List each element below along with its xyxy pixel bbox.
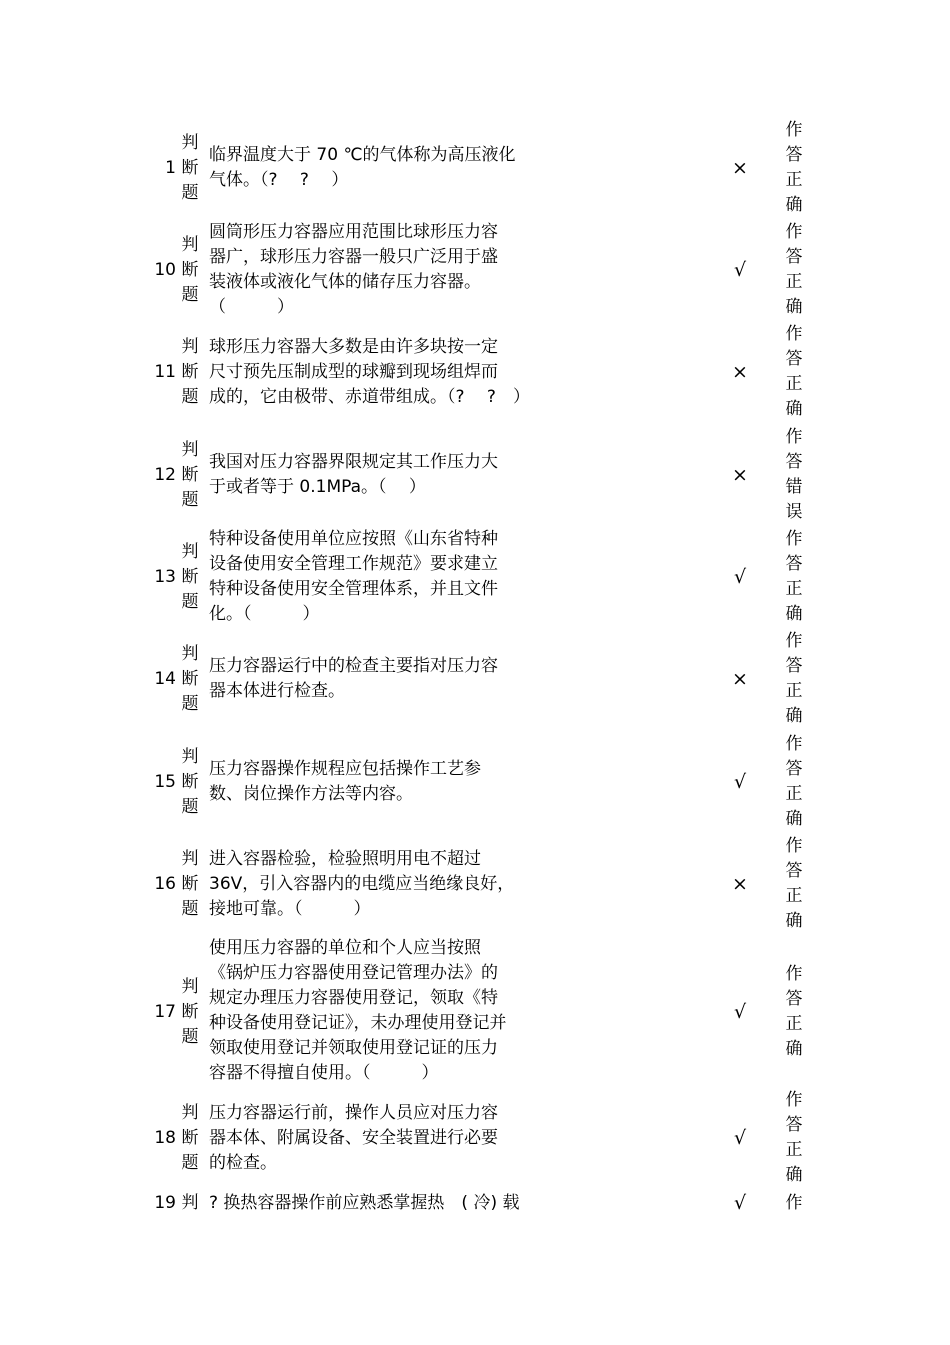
result-char: 误 <box>785 502 803 522</box>
question-line: 器本体进行检查。 <box>209 681 345 701</box>
question-type <box>180 233 200 308</box>
question-text <box>209 450 554 500</box>
question-type <box>180 745 200 820</box>
result-char: 正 <box>785 579 803 599</box>
question-line: 压力容器操作规程应包括操作工艺参 <box>209 759 481 779</box>
result-char: 答 <box>785 861 803 881</box>
type-char: 判 <box>181 235 199 255</box>
result-char: 答 <box>785 989 803 1009</box>
question-line: 的检查。 <box>209 1153 277 1173</box>
type-char: 题 <box>181 797 199 817</box>
result-char: 正 <box>785 170 803 190</box>
result-char: 答 <box>785 145 803 165</box>
question-number: 11 <box>154 362 176 382</box>
question-line: 使用压力容器的单位和个人应当按照 <box>209 938 481 958</box>
result-char: 正 <box>785 886 803 906</box>
question-text <box>209 1191 554 1216</box>
type-char: 断 <box>181 669 199 689</box>
result-char: 作 <box>785 964 803 984</box>
type-char: 判 <box>181 849 199 869</box>
question-line: 种设备使用登记证》，未办理使用登记并 <box>209 1013 507 1033</box>
table-row <box>0 118 950 218</box>
result-status <box>784 425 804 525</box>
result-status <box>784 322 804 422</box>
question-number: 10 <box>154 260 176 280</box>
type-char: 题 <box>181 899 199 919</box>
question-line: 我国对压力容器界限规定其工作压力大 <box>209 452 498 472</box>
question-line: 压力容器运行前，操作人员应对压力容 <box>209 1103 498 1123</box>
type-char: 题 <box>181 285 199 305</box>
type-char: 判 <box>181 747 199 767</box>
result-char: 正 <box>785 1140 803 1160</box>
question-line: 器广，球形压力容器一般只广泛用于盛 <box>209 247 498 267</box>
table-row <box>0 425 950 525</box>
result-char: 答 <box>785 656 803 676</box>
result-char: 作 <box>785 1090 803 1110</box>
result-char: 作 <box>785 120 803 140</box>
question-number: 13 <box>154 567 176 587</box>
question-line: 特种设备使用单位应按照《山东省特种 <box>209 529 498 549</box>
answer-mark: √ <box>733 259 747 281</box>
question-number: 15 <box>154 772 176 792</box>
question-line: 压力容器运行中的检查主要指对压力容 <box>209 656 498 676</box>
result-char: 正 <box>785 784 803 804</box>
question-line: 规定办理压力容器使用登记，领取《特 <box>209 988 498 1008</box>
type-char: 断 <box>181 362 199 382</box>
result-char: 确 <box>785 297 803 317</box>
type-char: 判 <box>181 337 199 357</box>
type-char: 题 <box>181 1153 199 1173</box>
answer-mark: × <box>732 668 748 690</box>
question-line: 临界温度大于 70 ℃的气体称为高压液化 <box>209 145 516 165</box>
question-line: 特种设备使用安全管理体系，并且文件 <box>209 579 498 599</box>
type-char: 判 <box>181 542 199 562</box>
table-row <box>0 834 950 934</box>
result-status <box>784 220 804 320</box>
result-char: 作 <box>785 734 803 754</box>
question-line: 圆筒形压力容器应用范围比球形压力容 <box>209 222 498 242</box>
result-char: 答 <box>785 247 803 267</box>
question-type <box>180 438 200 513</box>
question-text <box>209 143 554 193</box>
question-type: 判 <box>181 1193 199 1213</box>
result-status <box>784 118 804 218</box>
type-char: 题 <box>181 183 199 203</box>
result-char: 确 <box>785 399 803 419</box>
question-type <box>180 975 200 1050</box>
result-status <box>784 629 804 729</box>
result-char: 确 <box>785 1165 803 1185</box>
type-char: 判 <box>181 440 199 460</box>
question-line: 进入容器检验，检验照明用电不超过 <box>209 849 481 869</box>
result-status <box>784 1088 804 1188</box>
question-number: 16 <box>154 874 176 894</box>
result-char: 正 <box>785 374 803 394</box>
type-char: 断 <box>181 158 199 178</box>
question-line: 《锅炉压力容器使用登记管理办法》的 <box>209 963 498 983</box>
result-char: 作 <box>785 836 803 856</box>
answer-mark: × <box>732 464 748 486</box>
table-row <box>0 527 950 627</box>
answer-mark: √ <box>733 1192 747 1214</box>
result-char: 作 <box>785 324 803 344</box>
question-line: 装液体或液化气体的储存压力容器。 <box>209 272 481 292</box>
answer-mark: × <box>732 361 748 383</box>
question-number: 14 <box>154 669 176 689</box>
table-row <box>0 1191 950 1217</box>
question-number: 12 <box>154 465 176 485</box>
result-char: 正 <box>785 272 803 292</box>
table-row <box>0 936 950 1088</box>
result-status <box>784 527 804 627</box>
question-line: 数、岗位操作方法等内容。 <box>209 784 413 804</box>
answer-mark: √ <box>733 1001 747 1023</box>
result-char: 确 <box>785 195 803 215</box>
result-char: 作 <box>785 529 803 549</box>
question-line: 36V，引入容器内的电缆应当绝缘良好， <box>209 874 515 894</box>
result-char: 错 <box>785 477 803 497</box>
question-number: 19 <box>154 1193 176 1213</box>
question-line: 接地可靠。（ ） <box>209 899 371 919</box>
question-text <box>209 335 554 410</box>
type-char: 题 <box>181 592 199 612</box>
answer-mark: √ <box>733 771 747 793</box>
question-type <box>180 540 200 615</box>
question-line: 气体。（? ? ） <box>209 170 349 190</box>
answer-mark: × <box>732 157 748 179</box>
result-char: 作 <box>785 222 803 242</box>
question-line: 成的，它由极带、赤道带组成。（? ? ） <box>209 387 530 407</box>
question-type <box>180 847 200 922</box>
question-line: （ ） <box>209 297 294 317</box>
result-char: 确 <box>785 809 803 829</box>
question-text <box>209 1101 554 1176</box>
result-char: 确 <box>785 1039 803 1059</box>
question-line: ? 换热容器操作前应熟悉掌握热 ( 冷) 载 <box>209 1193 520 1213</box>
result-status <box>784 962 804 1062</box>
question-line: 器本体、附属设备、安全装置进行必要 <box>209 1128 498 1148</box>
table-row <box>0 732 950 832</box>
type-char: 题 <box>181 694 199 714</box>
result-char: 答 <box>785 554 803 574</box>
type-char: 判 <box>181 644 199 664</box>
result-char: 作 <box>785 631 803 651</box>
result-char: 正 <box>785 681 803 701</box>
question-text <box>209 527 554 627</box>
question-number: 17 <box>154 1002 176 1022</box>
question-type <box>180 131 200 206</box>
type-char: 判 <box>181 133 199 153</box>
table-row <box>0 322 950 422</box>
result-status <box>784 732 804 832</box>
question-text <box>209 936 554 1086</box>
question-text <box>209 220 554 320</box>
question-line: 容器不得擅自使用。（ ） <box>209 1063 439 1083</box>
type-char: 断 <box>181 1002 199 1022</box>
result-status: 作 <box>785 1193 803 1213</box>
answer-mark: √ <box>733 566 747 588</box>
question-type <box>180 1101 200 1176</box>
result-char: 答 <box>785 452 803 472</box>
result-char: 答 <box>785 1115 803 1135</box>
type-char: 断 <box>181 772 199 792</box>
question-number: 1 <box>165 158 176 178</box>
result-char: 确 <box>785 706 803 726</box>
type-char: 断 <box>181 465 199 485</box>
question-line: 设备使用安全管理工作规范》要求建立 <box>209 554 498 574</box>
result-char: 作 <box>785 427 803 447</box>
type-char: 断 <box>181 1128 199 1148</box>
question-number: 18 <box>154 1128 176 1148</box>
question-line: 尺寸预先压制成型的球瓣到现场组焊而 <box>209 362 498 382</box>
question-line: 领取使用登记并领取使用登记证的压力 <box>209 1038 498 1058</box>
type-char: 断 <box>181 260 199 280</box>
answer-mark: √ <box>733 1127 747 1149</box>
result-char: 答 <box>785 349 803 369</box>
type-char: 题 <box>181 490 199 510</box>
result-char: 答 <box>785 759 803 779</box>
question-text <box>209 757 554 807</box>
result-status <box>784 834 804 934</box>
result-char: 确 <box>785 911 803 931</box>
question-text <box>209 654 554 704</box>
question-line: 于或者等于 0.1MPa。（ ） <box>209 477 426 497</box>
type-char: 题 <box>181 1027 199 1047</box>
question-line: 化。（ ） <box>209 604 320 624</box>
question-text <box>209 847 554 922</box>
question-type <box>180 335 200 410</box>
type-char: 断 <box>181 874 199 894</box>
answer-mark: × <box>732 873 748 895</box>
table-row <box>0 220 950 320</box>
question-line: 球形压力容器大多数是由许多块按一定 <box>209 337 498 357</box>
question-type <box>180 642 200 717</box>
type-char: 题 <box>181 387 199 407</box>
result-char: 确 <box>785 604 803 624</box>
type-char: 判 <box>181 977 199 997</box>
table-row <box>0 629 950 729</box>
type-char: 判 <box>181 1103 199 1123</box>
table-row <box>0 1088 950 1188</box>
type-char: 断 <box>181 567 199 587</box>
result-char: 正 <box>785 1014 803 1034</box>
